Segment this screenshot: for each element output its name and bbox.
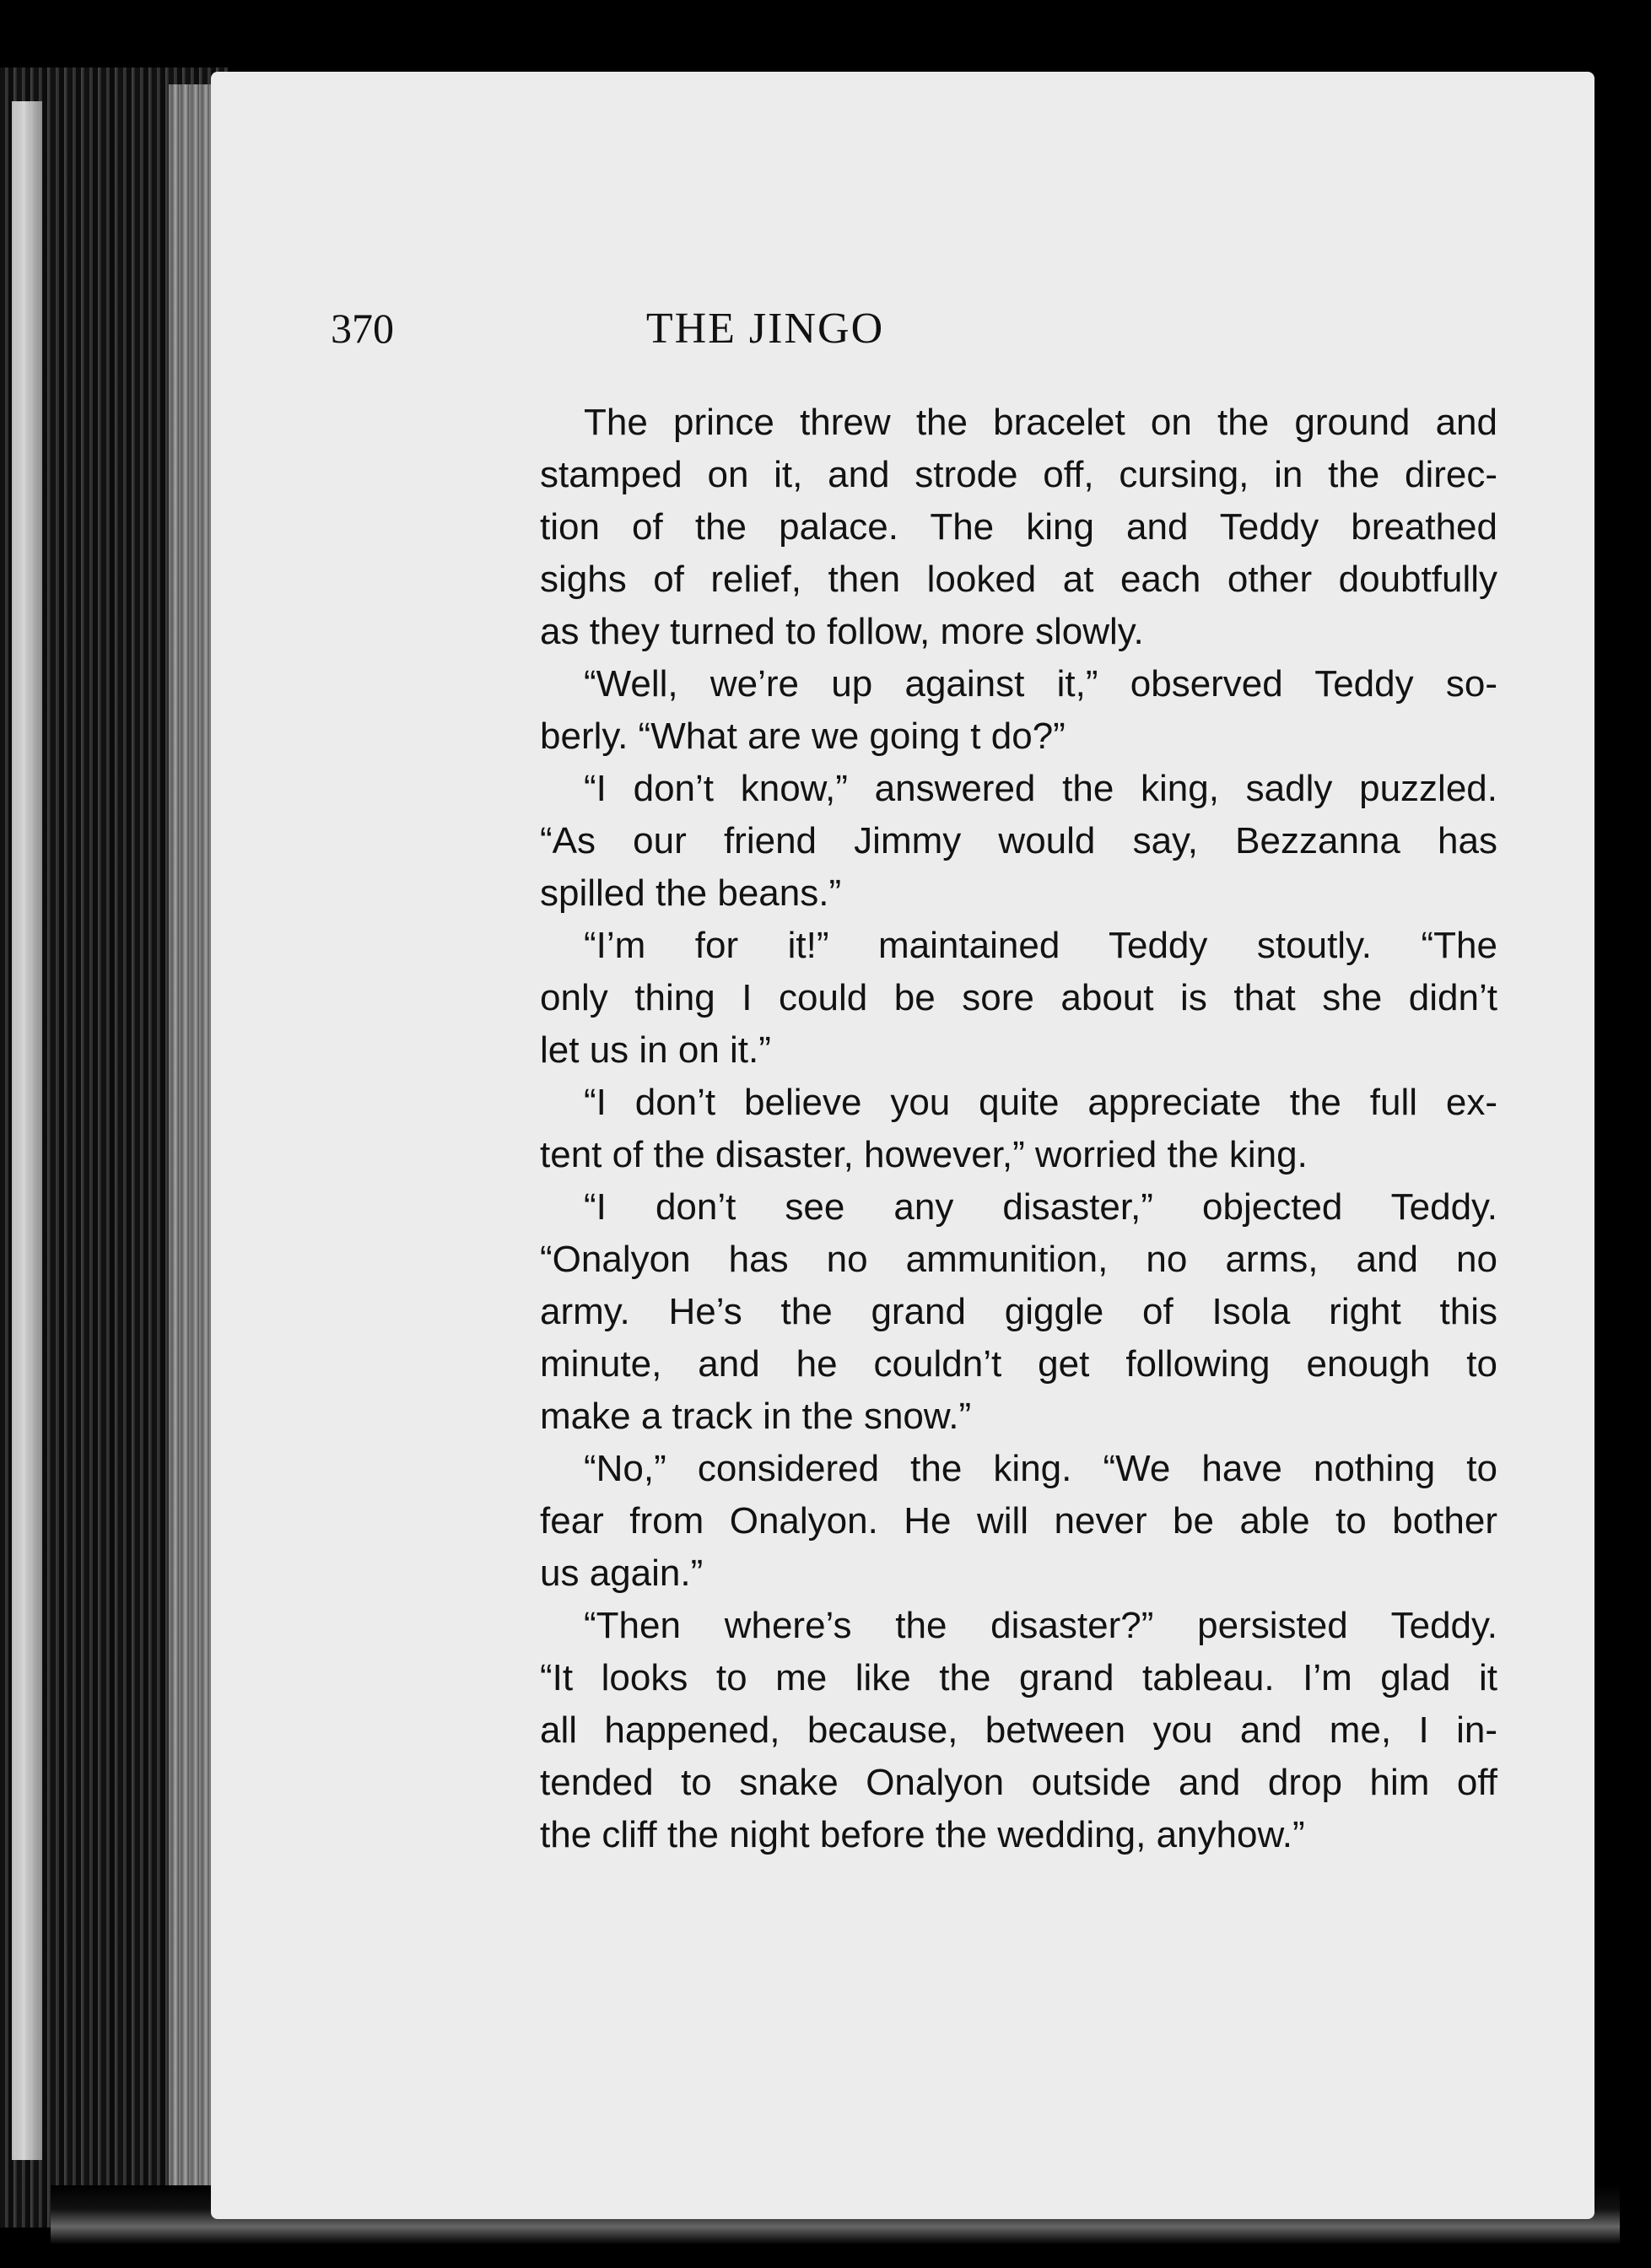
- paragraph: [540, 1443, 1497, 1600]
- text-line: “Onalyon has no ammunition, no arms, and no: [540, 1239, 1497, 1280]
- text-line: let us in on it.”: [540, 1029, 771, 1071]
- text-line: “It looks to me like the grand tableau. I’m glad it: [540, 1657, 1497, 1698]
- text-line: sighs of relief, then looked at each other doubtfully: [540, 559, 1497, 600]
- paragraph: [540, 1181, 1497, 1443]
- text-line: the cliff the night before the wedding, anyhow.”: [540, 1814, 1305, 1855]
- text-line: tion of the palace. The king and Teddy breathed: [540, 506, 1497, 548]
- text-line: tent of the disaster, however,” worried the king.: [540, 1134, 1308, 1175]
- text-line: only thing I could be sore about is that she didn’t: [540, 977, 1497, 1018]
- text-line: spilled the beans.”: [540, 872, 842, 914]
- paragraph: [540, 920, 1497, 1077]
- text-line: “Then where’s the disaster?” persisted Teddy.: [584, 1605, 1497, 1646]
- text-line: “I don’t know,” answered the king, sadly puzzled.: [584, 768, 1497, 809]
- text-line: army. He’s the grand giggle of Isola right this: [540, 1291, 1497, 1332]
- text-line: “No,” considered the king. “We have nothing to: [584, 1448, 1497, 1489]
- text-line: The prince threw the bracelet on the ground and: [584, 402, 1497, 443]
- text-line: “I’m for it!” maintained Teddy stoutly. “The: [584, 925, 1497, 966]
- paragraph: [540, 763, 1497, 920]
- text-line: make a track in the snow.”: [540, 1396, 972, 1437]
- text-line: “Well, we’re up against it,” observed Teddy so-: [584, 663, 1497, 705]
- text-line: minute, and he couldn’t get following enough to: [540, 1343, 1497, 1385]
- text-line: tended to snake Onalyon outside and drop him off: [540, 1762, 1497, 1803]
- text-line: us again.”: [540, 1552, 704, 1594]
- text-line: all happened, because, between you and me, I in-: [540, 1709, 1497, 1751]
- text-line: stamped on it, and strode off, cursing, in the direc-: [540, 454, 1497, 495]
- text-line: berly. “What are we going t do?”: [540, 716, 1066, 757]
- text-line: “I don’t see any disaster,” objected Teddy.: [584, 1186, 1497, 1228]
- page-number: 370: [331, 305, 394, 352]
- text-line: fear from Onalyon. He will never be able to bother: [540, 1500, 1497, 1542]
- paragraph: [540, 658, 1497, 763]
- running-title: THE JINGO: [645, 305, 885, 353]
- text-line: “As our friend Jimmy would say, Bezzanna has: [540, 820, 1497, 861]
- paragraph: [540, 397, 1497, 658]
- page-header: [331, 304, 1200, 363]
- book-edge-highlight: [12, 101, 42, 2160]
- paragraph: [540, 1077, 1497, 1181]
- body-text: [540, 397, 1497, 1861]
- paragraph: [540, 1600, 1497, 1861]
- text-line: as they turned to follow, more slowly.: [540, 611, 1144, 652]
- text-line: “I don’t believe you quite appreciate the full ex-: [584, 1082, 1497, 1123]
